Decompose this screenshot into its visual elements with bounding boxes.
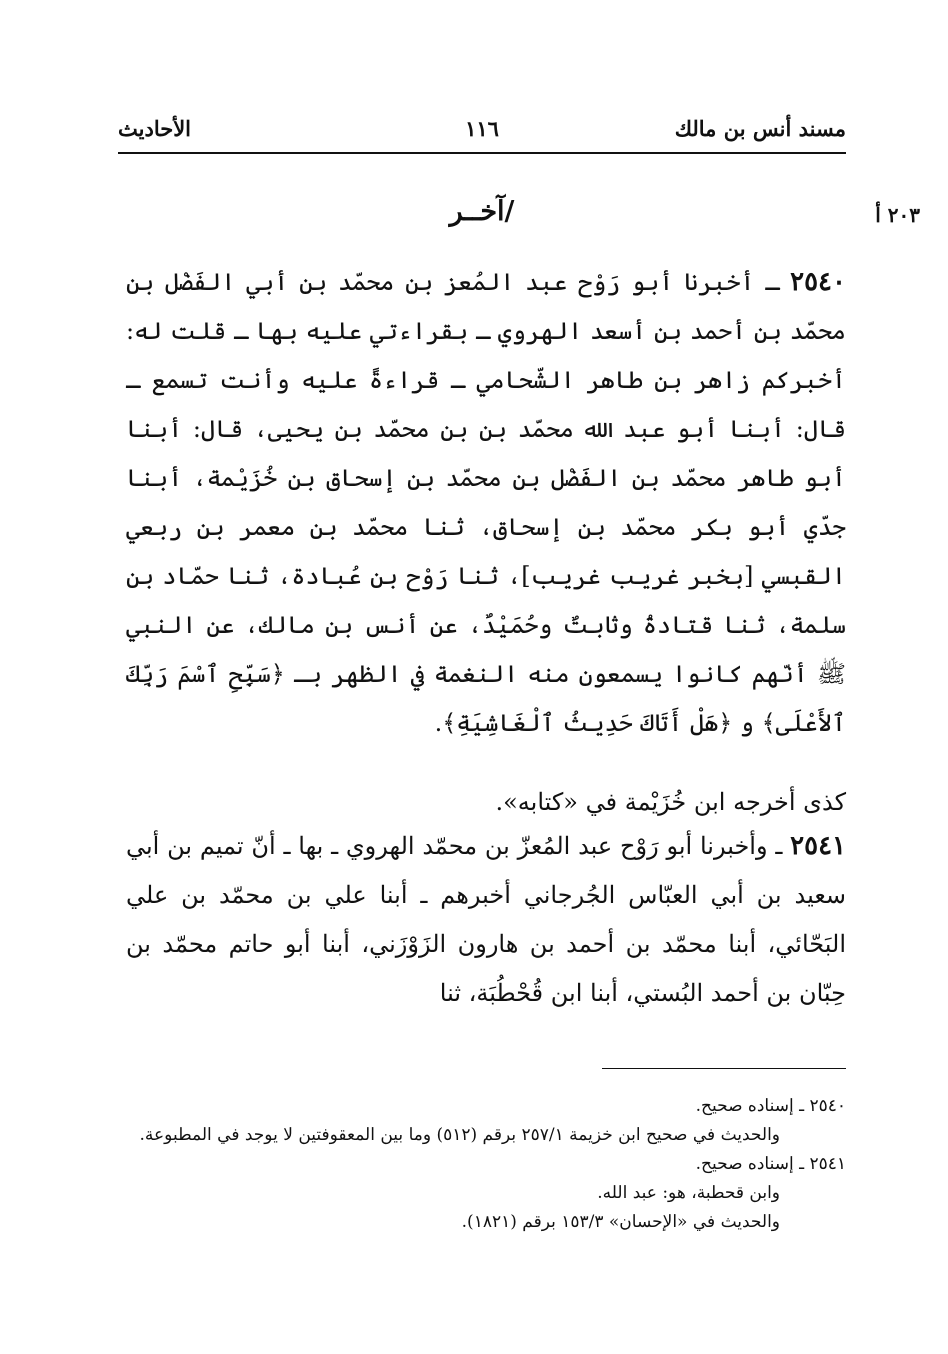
footnote-line: والحديث في صحيح ابن خزيمة ٢٥٧/١ برقم (٥١٢) وما بين المعقوفتين لا يوجد في المطبوعة.	[139, 1125, 780, 1145]
footnote-rule	[602, 1068, 846, 1069]
running-section: الأحاديث	[118, 116, 192, 141]
header-rule	[118, 152, 846, 154]
hadith-number: ٢٥٤١	[790, 831, 846, 861]
hadith-text: ـ أخبرنا أبو رَوْح عبد المُعز بن محمّد بن أبي الفَضْل بن محمّد بن أحمد بن أسعد الهروي ـ بقراءتي عليه بها ـ قلت له: أخبركم زاهر بن طاهر الشّحامي ـ قراءةً عليه وأنت تسمع ـ قال: أبنا أبو عبد الله محمّد بن بن محمّد بن يحيى، قال: أبنا أبو طاهر محمّد بن الفَضْل بن محمّد بن إسحاق بن خُزَيْمة، أبنا جدّي أبو بكر محمّد بن إسحاق، ثنا محمّد بن معمر بن ربعي القبسي [بخبر غريب غريب]، ثنا رَوْح بن عُبادة، ثنا حمّاد بن سلمة، ثنا قتادةُ وثابتٌ وحُمَيْدٌ، عن أنس بن مالك، عن النبي ﷺ أنّهم كانوا يسمعون منه النغمة في الظهر بـ ﴿سَبِّحِ ٱسْمَ رَبِّكَ ٱلأَعْلَى﴾ و ﴿هَلْ أَتَاكَ حَدِيثُ ٱلْغَاشِيَةِ﴾.	[126, 268, 846, 737]
hadith-2540	[126, 258, 846, 748]
hadith-number: ٢٥٤٠	[790, 267, 846, 297]
footnote-line: وابن قحطبة، هو: عبد الله.	[597, 1183, 780, 1203]
hadith-2541	[126, 822, 846, 1018]
footnote-line: والحديث في «الإحسان» ١٥٣/٣ برقم (١٨٢١).	[461, 1212, 780, 1232]
page-number: ١١٦	[465, 116, 499, 141]
footnotes	[118, 1092, 846, 1237]
footnote-line: ٢٥٤٠ ـ إسناده صحيح.	[695, 1096, 846, 1116]
takhrij-note: كذى أخرجه ابن خُزَيْمة في «كتابه».	[495, 788, 846, 816]
manuscript-folio-note: ٢٠٣ أ	[875, 203, 920, 227]
hadith-text: ـ وأخبرنا أبو رَوْح عبد المُعزّ بن محمّد الهروي ـ بها ـ أنّ تميم بن أبي سعيد بن أبي العبّاس الجُرجاني أخبرهم ـ أبنا علي بن محمّد بن علي البَحّائي، أبنا محمّد بن أحمد بن هارون الزَوْزَني، أبنا أبو حاتم محمّد بن حِبّان بن أحمد البُستي، أبنا ابن قُحْطُبَة، ثنا	[126, 832, 846, 1007]
running-title: مسند أنس بن مالك	[674, 116, 846, 141]
section-title: /آخــر	[449, 196, 515, 227]
page-header	[118, 116, 846, 150]
footnote-line: ٢٥٤١ ـ إسناده صحيح.	[695, 1154, 846, 1174]
